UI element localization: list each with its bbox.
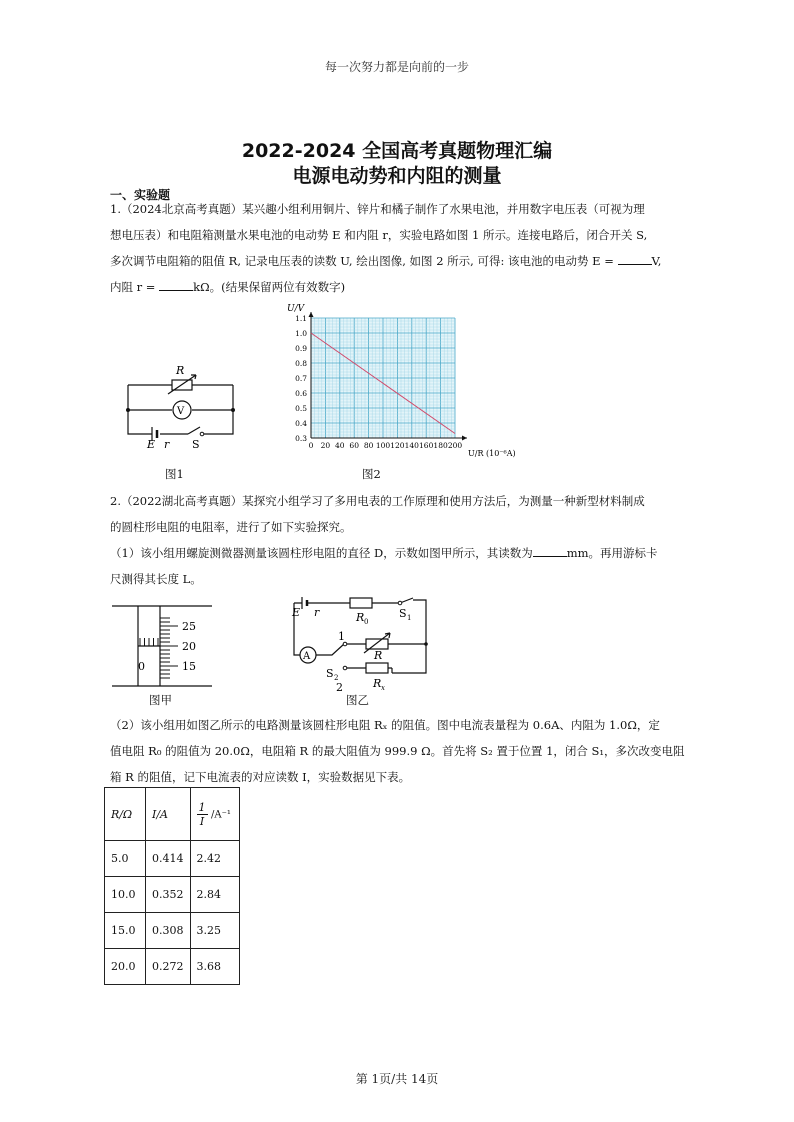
cell: 0.352 <box>146 877 191 913</box>
tick-15: 15 <box>182 660 196 673</box>
tick-0: 0 <box>138 660 145 673</box>
q2-line: 箱 R 的阻值，记下电流表的对应读数 I，实验数据见下表。 <box>110 770 411 784</box>
q2-line-text: （1）该小组用螺旋测微器测量该圆柱形电阻的直径 D，示数如图甲所示，其读数为 <box>110 546 533 560</box>
y-tick-label: 0.8 <box>295 359 307 368</box>
page-title: 2022-2024 全国高考真题物理汇编 <box>241 140 553 162</box>
header-R: R/Ω <box>105 788 146 841</box>
page-subtitle: 电源电动势和内阻的测量 <box>292 165 502 187</box>
y-tick-label: 0.5 <box>295 404 307 413</box>
question-2-part-2 <box>110 712 692 790</box>
label-pos-2: 2 <box>336 681 343 694</box>
x-tick-label: 0 <box>308 441 314 450</box>
y-tick-label: 0.6 <box>295 389 307 398</box>
q2-line: 的圆柱形电阻的电阻率，进行了如下实验探究。 <box>110 520 352 534</box>
q1-line <box>110 274 692 300</box>
label-S1: S <box>399 607 407 620</box>
y-tick-label: 1.0 <box>295 329 307 338</box>
label-Rx: R <box>373 677 382 690</box>
label-V: V <box>177 406 185 417</box>
y-tick-label: 1.1 <box>295 314 307 323</box>
x-tick-label: 60 <box>349 441 359 450</box>
answer-blank-r[interactable] <box>159 278 193 291</box>
q1-line: 1.（2024北京高考真题）某兴趣小组利用铜片、锌片和橘子制作了水果电池，并用数字电压表（可视为理 <box>110 202 645 216</box>
cell: 10.0 <box>105 877 146 913</box>
x-tick-label: 160 <box>419 441 434 450</box>
label-E: E <box>292 606 301 619</box>
cell: 20.0 <box>105 949 146 985</box>
x-axis-arrow <box>462 436 467 441</box>
fraction-denominator: I <box>199 814 205 828</box>
figure-1-circuit <box>120 360 245 450</box>
cell: 0.414 <box>146 841 191 877</box>
section-heading: 一、实验题 <box>110 188 171 202</box>
fraction-numerator: 1 <box>198 800 206 814</box>
q1-unit: V, <box>651 254 662 268</box>
y-axis-label: U/V <box>287 304 305 314</box>
label-R: R <box>176 364 185 377</box>
cell: 0.272 <box>146 949 191 985</box>
data-table <box>104 787 240 985</box>
s2-contact-2 <box>343 666 347 670</box>
cell: 5.0 <box>105 841 146 877</box>
figure-yi-circuit <box>280 595 440 695</box>
x-tick-label: 40 <box>335 441 345 450</box>
header-unit: /A⁻¹ <box>211 809 231 820</box>
y-tick-label: 0.9 <box>295 344 307 353</box>
switch-contact <box>200 432 204 436</box>
cell: 2.42 <box>190 841 239 877</box>
table-header-row <box>105 788 240 841</box>
label-S2: S <box>326 667 334 680</box>
q1-line-text: 内阻 r = <box>110 280 156 294</box>
label-R: R <box>374 649 383 662</box>
q1-line-text: kΩ。(结果保留两位有效数字) <box>193 280 346 294</box>
y-tick-label: 0.7 <box>295 374 307 383</box>
table-row <box>105 949 240 985</box>
page-footer: 第 1页/共 14页 <box>355 1072 439 1086</box>
q2-line <box>110 540 692 566</box>
label-R0: R <box>356 611 365 624</box>
y-tick-label: 0.4 <box>295 419 307 428</box>
q2-line: 尺测得其长度 L。 <box>110 572 202 586</box>
table-row <box>105 877 240 913</box>
label-r: r <box>314 606 320 619</box>
header-inverse-I <box>190 788 239 841</box>
cell: 2.84 <box>190 877 239 913</box>
tick-25: 25 <box>182 620 196 633</box>
q1-line: 想电压表）和电阻箱测量水果电池的电动势 E 和内阻 r，实验电路如图 1 所示。连接电路后，闭合开关 S, <box>110 228 648 242</box>
q2-line: 2.（2022湖北高考真题）某探究小组学习了多用电表的工作原理和使用方法后，为测量一种新型材料制成 <box>110 494 645 508</box>
micrometer-figure <box>110 600 220 695</box>
y-tick-label: 0.3 <box>295 434 307 443</box>
question-1 <box>110 196 692 300</box>
junction-dot <box>126 408 130 412</box>
figure-jia-caption: 图甲 <box>149 693 172 707</box>
figure-2-caption: 图2 <box>362 467 381 481</box>
y-axis-arrow <box>309 312 314 317</box>
cell: 0.308 <box>146 913 191 949</box>
cell: 3.68 <box>190 949 239 985</box>
label-S2-sub: 2 <box>334 674 339 682</box>
q2-line-text: mm。再用游标卡 <box>566 546 658 560</box>
q1-line-text: 多次调节电阻箱的阻值 R, 记录电压表的读数 U, 绘出图像, 如图 2 所示, 可得: 该电池的电动势 E = <box>110 254 614 268</box>
x-axis-label: U/R (10⁻⁶A) <box>468 449 516 458</box>
x-tick-label: 120 <box>390 441 405 450</box>
x-tick-label: 200 <box>447 441 463 450</box>
answer-blank-D[interactable] <box>533 544 567 557</box>
label-R0-sub: 0 <box>364 618 369 626</box>
label-E: E <box>147 438 156 450</box>
label-r: r <box>164 438 170 450</box>
figure-yi-caption: 图乙 <box>346 693 369 707</box>
answer-blank-E[interactable] <box>618 252 652 265</box>
s1-contact <box>398 601 402 605</box>
label-Rx-sub: x <box>381 684 385 692</box>
tick-20: 20 <box>182 640 196 653</box>
junction-dot <box>231 408 235 412</box>
x-tick-label: 80 <box>363 441 374 450</box>
label-S: S <box>192 438 200 450</box>
question-2 <box>110 488 692 592</box>
header-I: I/A <box>146 788 191 841</box>
figure-2-chart <box>283 300 518 465</box>
label-S1-sub: 1 <box>407 614 412 622</box>
label-A: A <box>303 651 311 662</box>
cell: 15.0 <box>105 913 146 949</box>
x-tick-label: 140 <box>404 441 419 450</box>
q1-line <box>110 248 692 274</box>
table-row <box>105 913 240 949</box>
table-row <box>105 841 240 877</box>
q2-line: （2）该小组用如图乙所示的电路测量该圆柱形电阻 Rₓ 的阻值。图中电流表量程为 0.6A、内阻为 1.0Ω，定 <box>110 718 660 732</box>
junction-dot <box>424 642 428 646</box>
x-tick-label: 180 <box>433 441 448 450</box>
label-pos-1: 1 <box>338 630 345 643</box>
page-header: 每一次努力都是向前的一步 <box>324 60 469 74</box>
figure-1-caption: 图1 <box>165 467 184 481</box>
x-tick-label: 20 <box>320 441 331 450</box>
x-tick-label: 100 <box>375 441 391 450</box>
q2-line: 值电阻 R₀ 的阻值为 20.0Ω，电阻箱 R 的最大阻值为 999.9 Ω。首先将 S₂ 置于位置 1，闭合 S₁，多次改变电阻 <box>110 744 685 758</box>
cell: 3.25 <box>190 913 239 949</box>
